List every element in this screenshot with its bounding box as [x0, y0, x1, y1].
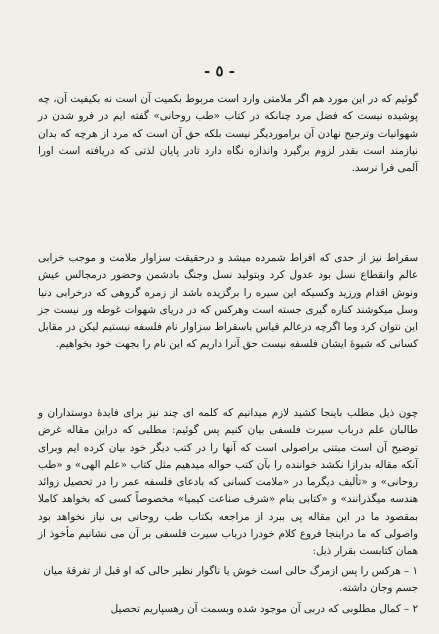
paragraph-text: گوئیم که در این مورد هم اگر ملامتی وارد است مربوط بکمیت آن است نه بکیفیت آن، چه پوشیده نیست که فضل مرد چنانکه در کتاب «طب روحانی» گفته ایم در فرو شدن در شهوانیات وترجیح نهادن آن براموردیگر نیست بلکه حق آن است که مرد از هرچه که بدان نیازمند است بقدر لزوم برگیرد واندازه نگاه دارد تادر پایان لذتی که دریافته است اورا آلمی فرا نرسد. [38, 93, 418, 175]
list-item-text: ۱ – هرکس را پس ازمرگ حالی است خوش یا ناگوار نظیر حالی که او قبل از تفرقهٔ میان جسم وجان داشته. [43, 565, 418, 595]
paragraph-2 [38, 250, 418, 354]
paragraph-1 [38, 91, 418, 177]
list-item-1 [38, 563, 418, 598]
list-item-2 [38, 601, 418, 618]
paragraph-3 [38, 405, 418, 561]
paragraph-text: چون ذیل مطلب باینجا کشید لازم میدانیم که کلمه ای چند نیز برای فایدهٔ دوستداران و طالبان علم درباب سیرت فلسفی بیان کنیم پس گوئیم: مطلبی که دراین مقاله غرض توضیح آن است مبتنی براصولی است که آنها را در کتب دیگر خود بیان کرده ایم وبرای آنکه مقاله بدرازا نکشد خواننده را بآن کتب حواله میدهیم مثل کتاب «علم الهی» و «طب روحانی» و «تألیف دیگرما در «ملامت کسانی که بادعای فلسفه عمر را در تحصیل زوائد هندسه میگذرانند» و «کتابی بنام «شرف صناعت کیمیا» مخصوصاً کسی که بخواهد کاملا بمقصود ما در این مقاله پی ببرد از مراجعه بکتاب طب روحانی بی نیاز نخواهد بود واصولی که ما دراینجا فروع کلام خودرا درباب سیرت فلسفی بر آن می نشانیم مأخوذ از همان کتابست بقرار ذیل: [38, 407, 418, 558]
list-item-text: ۲ – کمال مطلوبی که دربی آن موجود شده وبسمت آن رهسپاریم تحصیل [110, 603, 418, 615]
paragraph-text: سقراط نیز از حدی که افراط شمرده میشد و درحقیقت سزاوار ملامت و موجب خرابی عالم وانقطاع نسل بود عدول کرد وبتولید نسل وجنگ بادشمن وحضور درمجالس عیش ونوش اقدام ورزید وکسیکه این سیره را برگزیده باشد از زمره گروهی که درخرابی دنیا وسل میکوشند کناره گیری جسته است وهرکس که در دریای شهوات غوطه ور نیست جز این نتوان کرد وما اگرچه درعالم قیاس باسقراط سزاوار نام فلسفه نیستیم لیکن در مقابل کسانی که شیوهٔ ایشان فلسفه نیست حق آنرا داریم که این نام را بجهت خود بخواهیم. [38, 252, 418, 351]
page-number: - ٥ - [204, 62, 235, 80]
